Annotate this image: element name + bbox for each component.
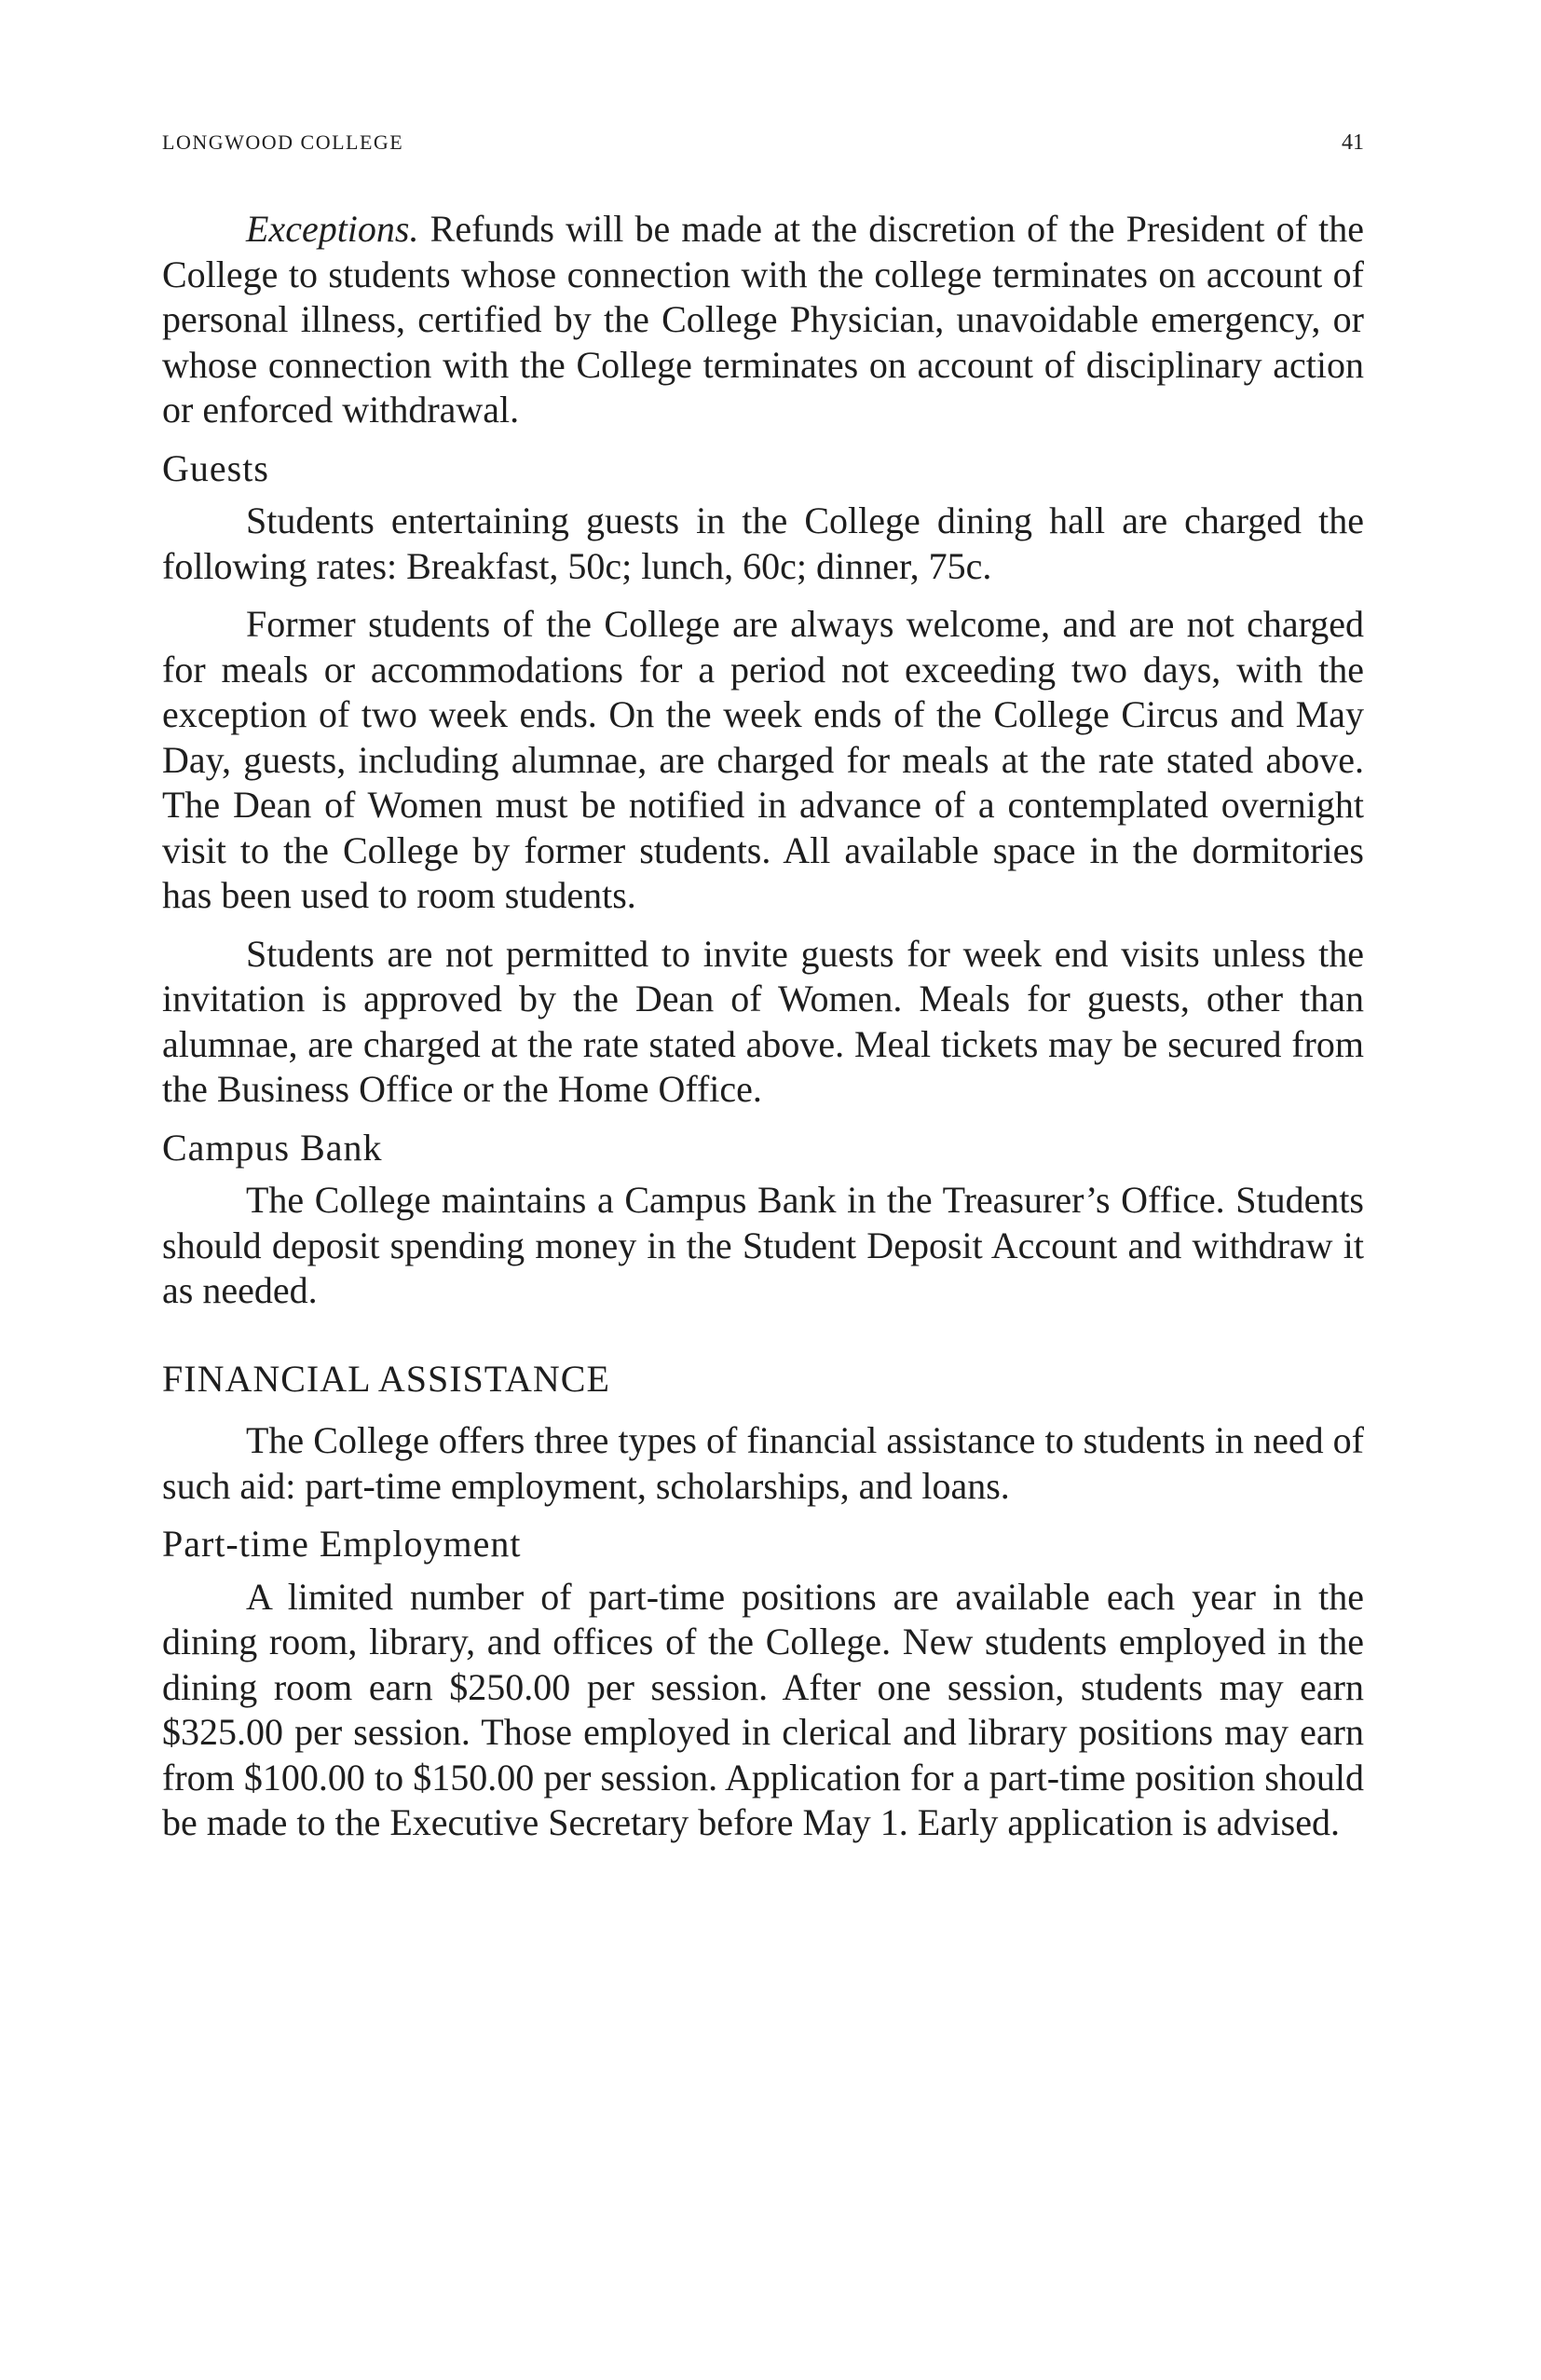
part-time-employment-heading: Part-time Employment: [162, 1523, 522, 1565]
exceptions-paragraph: [162, 207, 1364, 433]
page-body: [162, 207, 1364, 1846]
campus-bank-heading: Campus Bank: [162, 1126, 383, 1169]
guests-paragraph-weekend-visits: Students are not permitted to invite guests for week end visits unless the invitation is approved by the Dean of Women. Meals for guests, other than alumnae, are charged at the rate stated above. Meal tickets may be secured from the Business Office or the Home Office.: [162, 932, 1364, 1110]
running-title: LONGWOOD COLLEGE: [162, 130, 404, 154]
part-time-employment-paragraph: A limited number of part-time positions are available each year in the dining room, library, and offices of the College. New students employed in the dining room earn $250.00 per session. After one session, students may earn $325.00 per session. Those employed in clerical and library positions may earn from $100.00 to $150.00 per session. Application for a part-time position should be made to the Executive Secretary before May 1. Early application is advised.: [162, 1575, 1364, 1843]
running-head: [162, 130, 1364, 168]
guests-paragraph-former-students: Former students of the College are always welcome, and are not charged for meals or accommodations for a period not exceeding two days, with the exception of two week ends. On the week ends of the College Circus and May Day, guests, including alumnae, are charged for meals at the rate stated above. The Dean of Women must be notified in advance of a contemplated overnight visit to the College by former students. All available space in the dormitories has been used to room students.: [162, 603, 1364, 916]
exceptions-text: Refunds will be made at the discretion of the President of the College to students whose connection with the college terminates on account of personal illness, certified by the College Physician, unavoidable emergency, or whose connection with the College terminates on account of disciplinary action or enforced withdrawal.: [162, 208, 1364, 431]
guests-heading: Guests: [162, 446, 269, 489]
campus-bank-paragraph: The College maintains a Campus Bank in the Treasurer’s Office. Students should deposit spending money in the Student Deposit Account and withdraw it as needed.: [162, 1179, 1364, 1311]
financial-assistance-heading: FINANCIAL ASSISTANCE: [162, 1357, 610, 1400]
financial-assistance-paragraph: The College offers three types of financial assistance to students in need of such aid: part-time employment, scholarships, and loans.: [162, 1419, 1364, 1507]
exceptions-lead: Exceptions.: [246, 208, 419, 250]
guests-paragraph-rates: Students entertaining guests in the College dining hall are charged the following rates: Breakfast, 50c; lunch, 60c; dinner, 75c.: [162, 499, 1364, 587]
page-number: 41: [1342, 130, 1364, 155]
